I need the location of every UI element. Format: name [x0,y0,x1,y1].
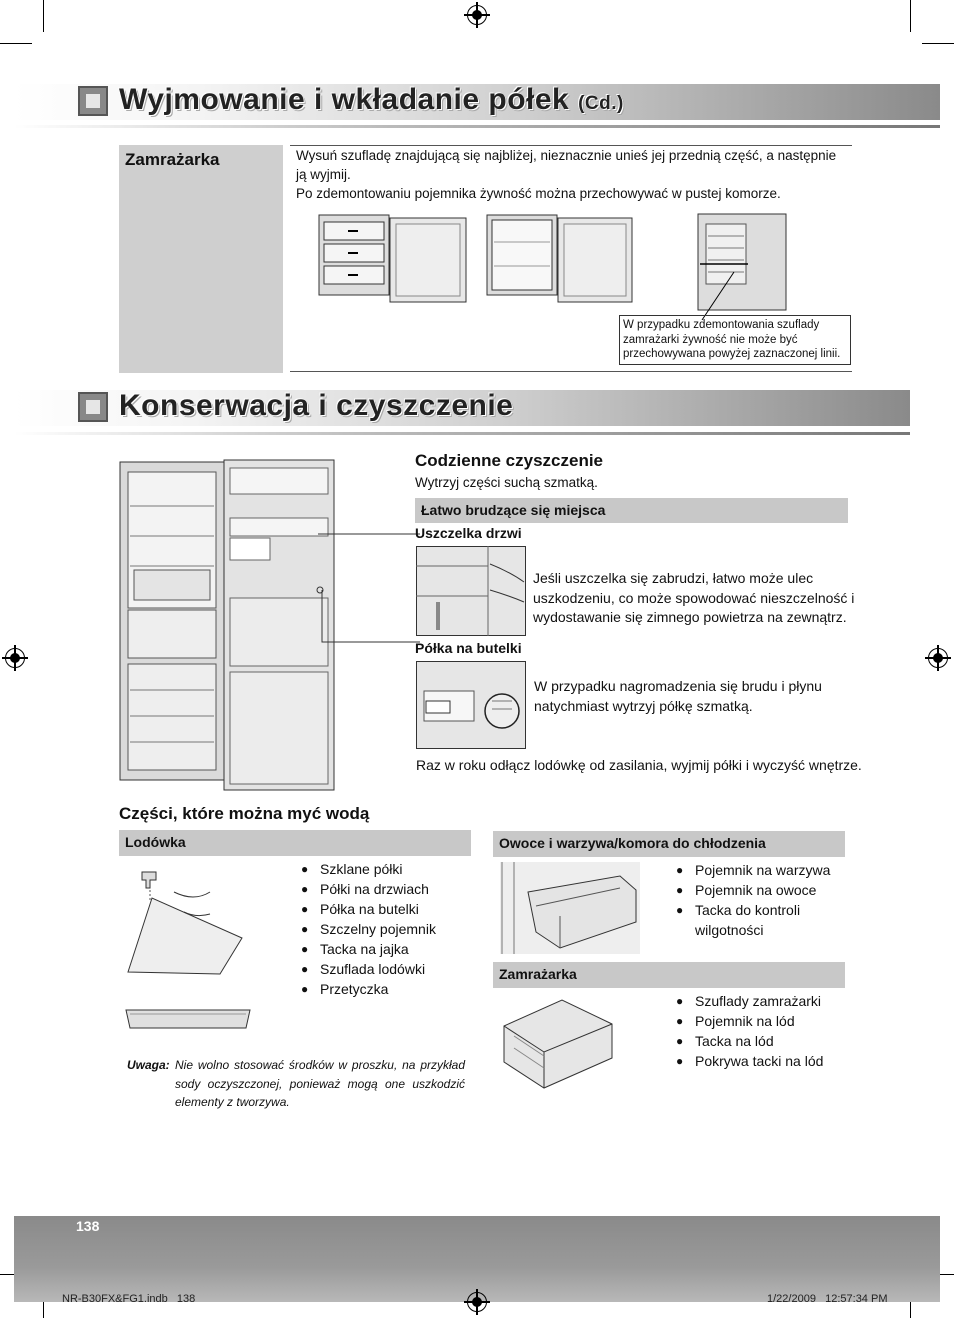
list-item: ● Przetyczka [301,979,436,999]
header-square-icon [78,392,108,422]
page-number: 138 [76,1218,100,1234]
file-info: NR-B30FX&FG1.indb 138 [62,1293,196,1305]
list-item: ● Szuflady zamrażarki [676,991,823,1011]
text-line: W przypadku nagromadzenia się brudu i płynu [534,678,822,694]
door-gasket-illustration [416,546,526,636]
note-line: W przypadku zdemontowania szuflady [623,319,820,331]
registration-mark-icon [467,1292,487,1312]
text-line: uszkodzeniu, co może spowodować nieszczelność i [533,589,855,606]
freezer-label-panel [119,145,283,373]
crop-mark [922,43,954,44]
section-title: Wyjmowanie i wkładanie półek (Cd.) [119,83,624,116]
vegetable-bar: Owoce i warzywa/komora do chłodzenia [493,831,845,857]
dirty-areas-bar: Łatwo brudzące się miejsca [415,498,848,523]
bottle-shelf-label: Półka na butelki [415,640,522,656]
registration-mark-icon [5,648,25,668]
crop-mark [910,0,911,32]
list-item: ● Tacka do kontroli [676,900,830,920]
bottom-rule [290,371,852,372]
header-square-icon [78,86,108,116]
daily-cleaning-heading: Codzienne czyszczenie [415,451,604,470]
text-line: wydostawanie się zimnego powietrza na zewnątrz. [533,609,847,625]
list-item: ● Pojemnik na warzywa [676,860,830,880]
warning-note [127,1056,465,1112]
header-rule [14,125,940,128]
timestamp: 1/22/2009 12:57:34 PM [767,1293,888,1305]
daily-cleaning-text: Wytrzyj części suchą szmatką. [415,475,598,490]
list-item: ● Pojemnik na lód [676,1011,823,1031]
list-item: ● Szuflada lodówki [301,959,436,979]
text-line: Wysuń szufladę znajdującą się najbliżej, nieznacznie unieś jej przednią część, a następnie [296,148,837,163]
bottle-shelf-text [534,677,822,716]
gasket-text [533,569,854,628]
section-title: Konserwacja i czyszczenie [119,389,514,422]
text-line: ją wyjmij. [296,167,351,182]
freezer-parts-list [676,991,823,1071]
fridge-open-illustration [118,458,338,794]
yearly-cleaning-text: Raz w roku odłącz lodówkę od zasilania, wyjmij półki i wyczyść wnętrze. [416,757,862,773]
list-item: ● Tacka na lód [676,1031,823,1051]
registration-mark-icon [467,5,487,25]
bottle-shelf-illustration [416,661,526,749]
crop-mark [43,0,44,32]
washing-shelf-illustration [124,862,244,976]
freezer-note-box [619,315,851,365]
text-line: sody oczyszczonej, ponieważ mogą one uszkodzić [175,1076,465,1091]
freezer-drawer-illustration [500,996,616,1092]
vegetable-drawer-illustration [500,862,640,954]
vegetable-parts-list [676,860,830,940]
text-line: elementy z tworzywa. [175,1095,290,1109]
list-item: ● Półki na drzwiach [301,879,436,899]
crop-mark [0,43,32,44]
registration-mark-icon [928,648,948,668]
gasket-label: Uszczelka drzwi [415,525,522,541]
section-header [14,390,910,426]
list-item: ● Pokrywa tacki na lód [676,1051,823,1071]
text-line: Nie wolno stosować środków w proszku, na przykład [175,1058,465,1072]
note-line: przechowywana powyżej zaznaczonej linii. [623,348,841,360]
note-line: zamrażarki żywność nie może być [623,333,798,346]
fridge-bar: Lodówka [119,830,471,856]
freezer-drawers-illustration [318,214,470,306]
door-shelf-illustration [124,1002,252,1036]
list-item: ● Szczelny pojemnik [301,919,436,939]
list-item: ● Półka na butelki [301,899,436,919]
callout-lines [316,520,420,650]
header-rule [14,432,910,435]
text-line: natychmiast wytrzyj półkę szmatką. [534,697,753,714]
list-item: ● Szklane półki [301,859,436,879]
washable-heading: Części, które można myć wodą [119,804,370,823]
note-label: Uwaga: [127,1058,170,1072]
freezer-label: Zamrażarka [125,150,220,169]
fridge-parts-list [301,859,436,999]
freezer-instructions [296,146,852,203]
section-header [14,84,940,120]
text-line: Po zdemontowaniu pojemnika żywność można przechowywać w pustej komorze. [296,186,781,201]
text-line: Jeśli uszczelka się zabrudzi, łatwo może ulec [533,570,814,586]
list-item: ● Tacka na jajka [301,939,436,959]
freezer-empty-illustration [486,214,636,306]
freezer-bar: Zamrażarka [493,962,845,988]
freezer-side-illustration [694,212,792,320]
list-item: wilgotności [695,922,764,938]
list-item: ● Pojemnik na owoce [676,880,830,900]
